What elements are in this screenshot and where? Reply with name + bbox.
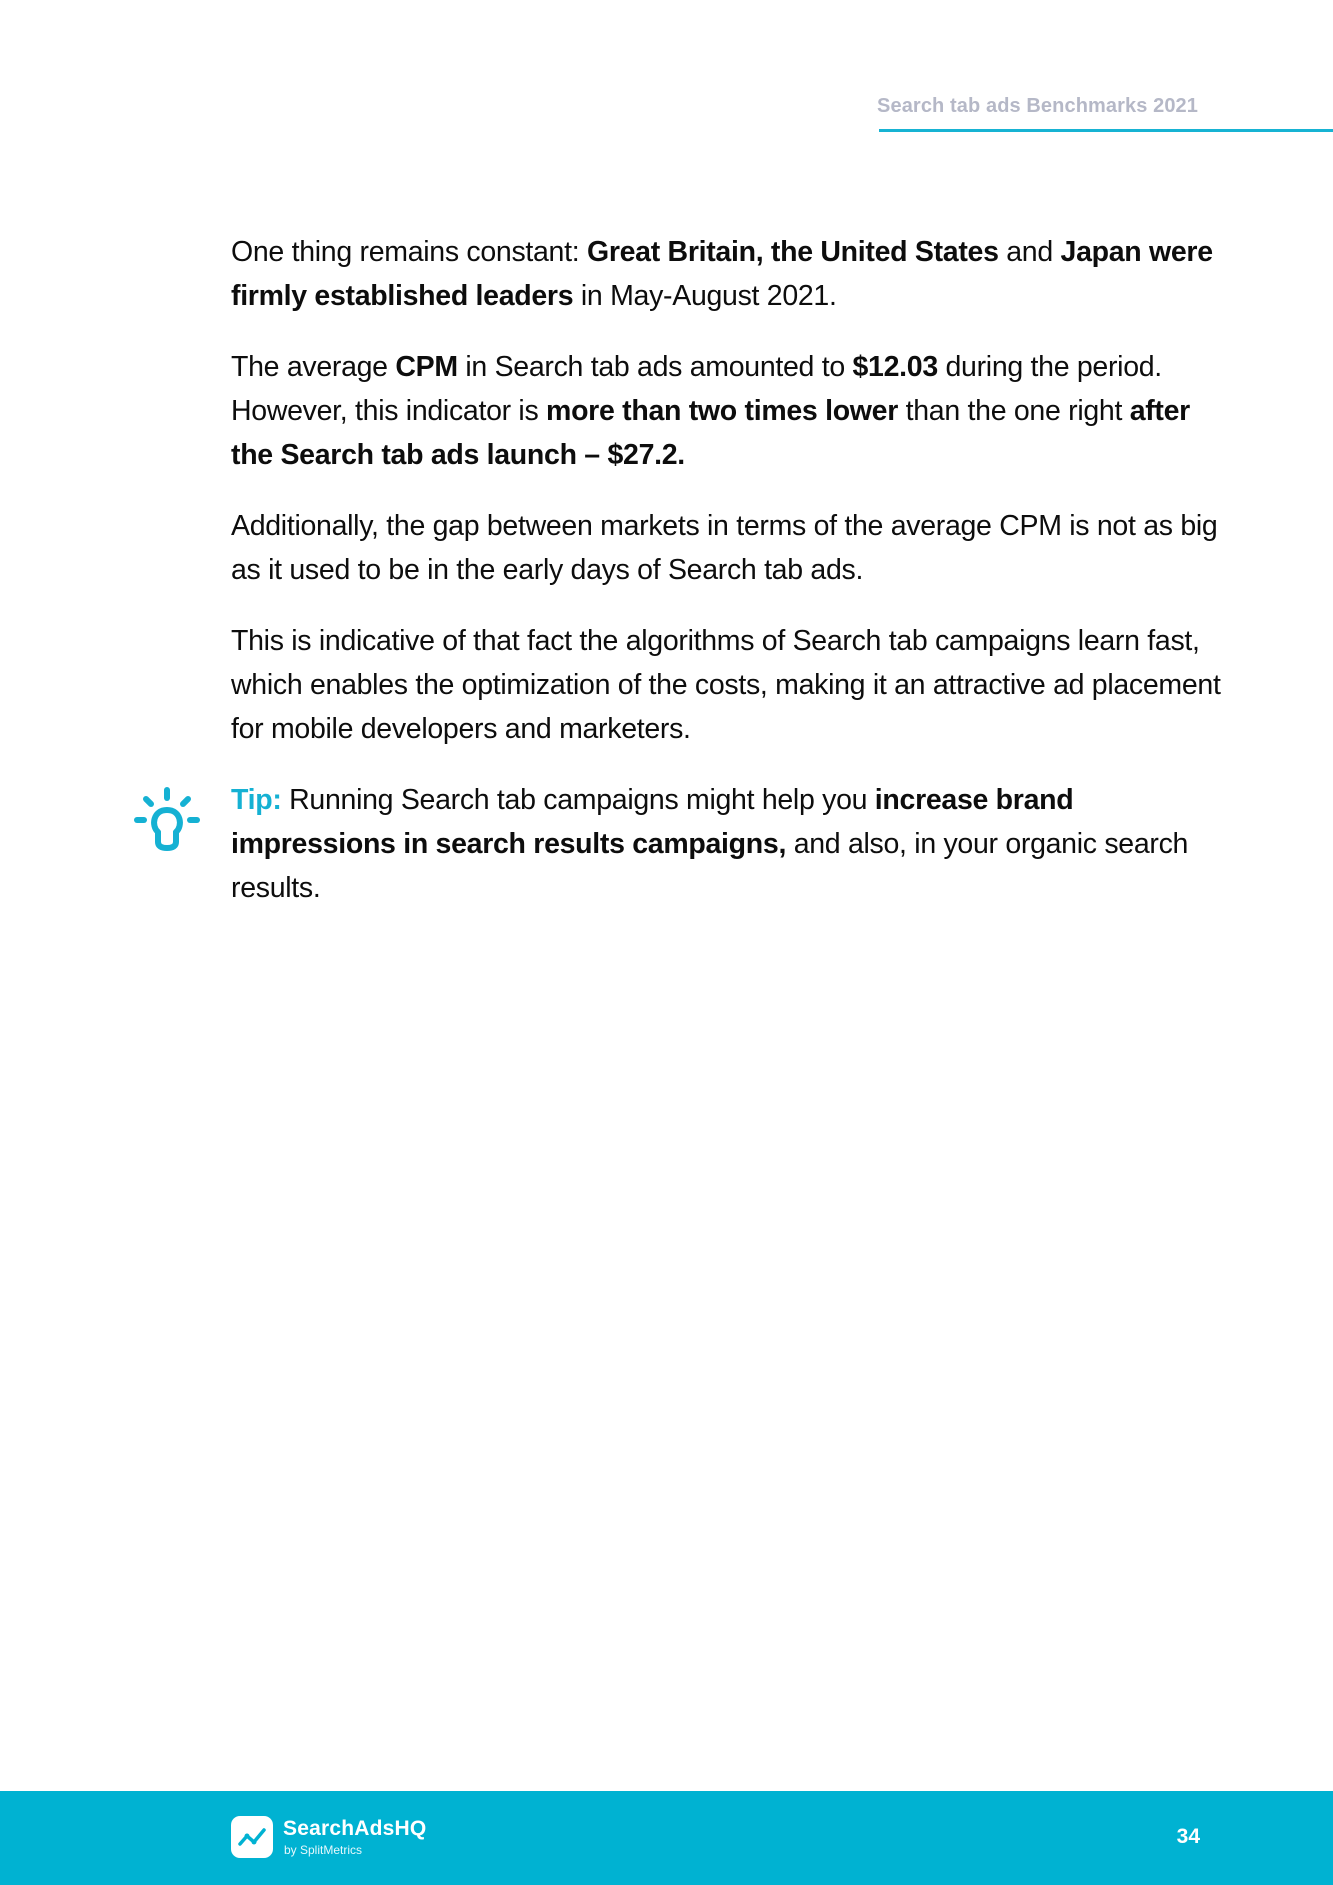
lightbulb-icon xyxy=(132,786,202,856)
brand-name: SearchAdsHQ xyxy=(283,1817,427,1840)
text-span: Running Search tab campaigns might help you xyxy=(281,784,875,816)
main-content xyxy=(231,230,1231,778)
text-span: during the period. However, this indicator is xyxy=(231,351,1162,427)
bold-span: Japan were firmly established leaders xyxy=(231,236,1213,312)
text-span: This is indicative of that fact the algorithms of Search tab campaigns learn fast, which enables the optimization of the costs, making it an attractive ad placement for mobile developers and marketers. xyxy=(231,625,1221,745)
bold-span: after the Search tab ads launch – $27.2. xyxy=(231,395,1190,471)
bold-span: $12.03 xyxy=(852,351,938,383)
paragraph-cpm xyxy=(231,345,1231,477)
text-span: One thing remains constant: xyxy=(231,236,587,268)
text-span: in May-August 2021. xyxy=(573,280,837,312)
bold-span: more than two times lower xyxy=(546,395,899,427)
bold-span: CPM xyxy=(395,351,458,383)
bold-span: increase brand impressions in search results campaigns, xyxy=(231,784,1074,860)
page-footer xyxy=(0,1791,1333,1885)
text-span: than the one right xyxy=(898,395,1130,427)
text-span: in Search tab ads amounted to xyxy=(457,351,853,383)
paragraph-leaders xyxy=(231,230,1231,318)
document-title: Search tab ads Benchmarks 2021 xyxy=(877,95,1198,117)
tip-text xyxy=(231,778,1231,910)
paragraph-algorithms xyxy=(231,619,1231,751)
paragraph-market-gap xyxy=(231,504,1231,592)
text-span: The average xyxy=(231,351,396,383)
trend-line-icon xyxy=(231,1816,273,1858)
page-number: 34 xyxy=(1176,1825,1200,1848)
tip-label: Tip: xyxy=(231,784,282,816)
tip-callout xyxy=(231,778,1231,937)
header-underline xyxy=(879,129,1333,132)
text-span: and xyxy=(998,236,1061,268)
bold-span: Great Britain, the United States xyxy=(586,236,999,268)
text-span: Additionally, the gap between markets in terms of the average CPM is not as big as it used to be in the early days of Search tab ads. xyxy=(231,510,1218,586)
brand-subtitle: by SplitMetrics xyxy=(284,1843,363,1857)
text-span: and also, in your organic search results. xyxy=(231,828,1189,904)
